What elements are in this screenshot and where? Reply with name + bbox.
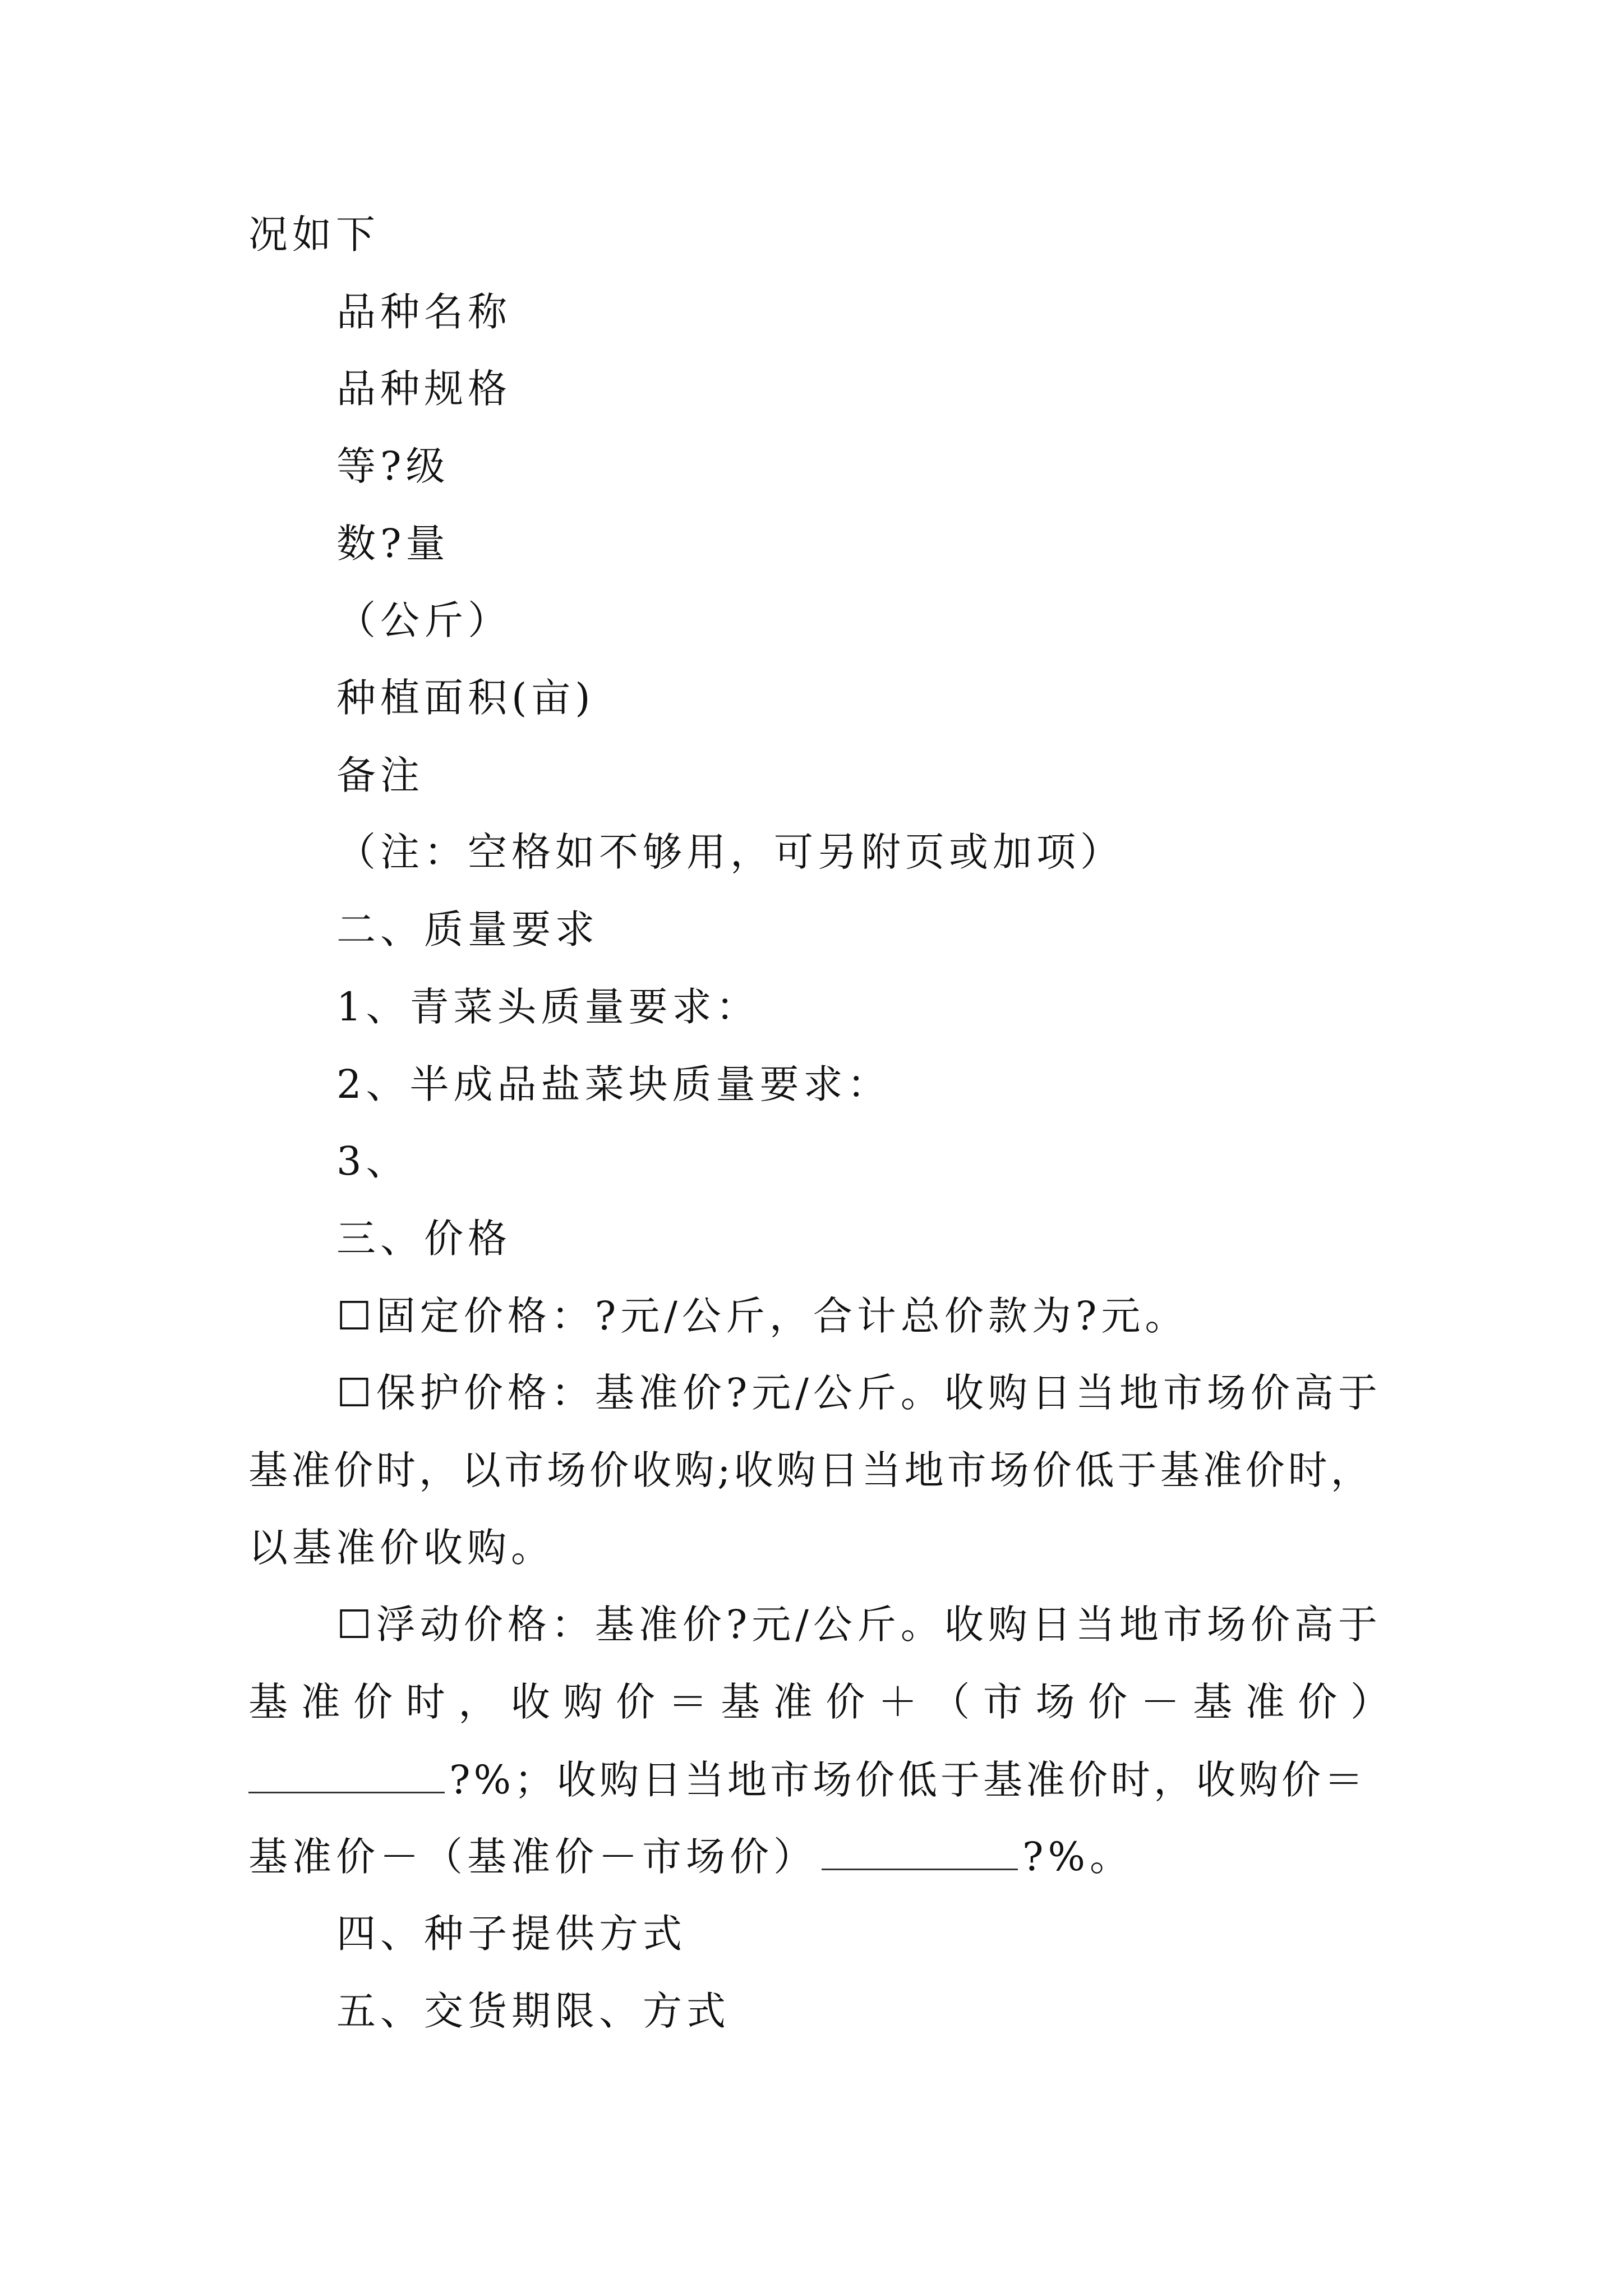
text-line-floating-formula: [248, 1675, 1390, 1729]
text-line-opening: 况如下: [248, 211, 380, 257]
text-after-blank: ?%。: [1022, 1834, 1134, 1880]
fill-in-blank-rate-down[interactable]: [822, 1829, 1018, 1870]
text-line-floating-price: ☐浮动价格：基准价?元/公斤。收购日当地市场价高于: [336, 1602, 1382, 1648]
char: 价: [1088, 1679, 1127, 1725]
char: （: [930, 1679, 970, 1725]
text-before-blank: 基准价－（基准价－市场价）: [248, 1834, 817, 1880]
text-line-fixed-price: ☐固定价格：?元/公斤，合计总价款为?元。: [336, 1293, 1189, 1339]
char: ）: [1350, 1679, 1390, 1725]
section-heading-price: 三、价格: [336, 1216, 511, 1262]
char: 收: [510, 1679, 550, 1725]
section-heading-quality: 二、质量要求: [336, 907, 599, 953]
char: 价: [353, 1679, 393, 1725]
text-line-grade: 等?级: [336, 443, 450, 489]
text-line-protected-price-end: 以基准价收购。: [248, 1525, 555, 1571]
char: 购: [563, 1679, 603, 1725]
text-line-variety-name: 品种名称: [336, 289, 511, 335]
char: ＝: [668, 1679, 708, 1725]
text-line-unit-kg: （公斤）: [336, 597, 511, 643]
char: －: [1140, 1679, 1180, 1725]
char: 基: [248, 1679, 288, 1725]
text-line-planting-area: 种植面积(亩): [336, 675, 595, 721]
char: 价: [1298, 1679, 1338, 1725]
text-line-protected-price: ☐保护价格：基准价?元/公斤。收购日当地市场价高于: [336, 1370, 1382, 1416]
section-heading-seed-supply: 四、种子提供方式: [336, 1911, 686, 1957]
fill-in-blank-rate-up[interactable]: [248, 1752, 445, 1793]
char: 场: [1035, 1679, 1075, 1725]
text-line-quality-2: 2、半成品盐菜块质量要求：: [336, 1061, 891, 1107]
text-line-variety-spec: 品种规格: [336, 366, 511, 412]
char: 准: [301, 1679, 340, 1725]
char: ＋: [878, 1679, 917, 1725]
text-after-blank: ?%；收购日当地市场价低于基准价时，收购价＝: [449, 1757, 1367, 1803]
text-line-quantity: 数?量: [336, 521, 450, 567]
char: 准: [773, 1679, 813, 1725]
char: 时: [405, 1679, 445, 1725]
char: 基: [1193, 1679, 1233, 1725]
text-line-floating-rate-down: [248, 1829, 1133, 1884]
text-line-remarks: 备注: [336, 752, 424, 798]
char: 准: [1245, 1679, 1285, 1725]
text-line-note: （注：空格如不够用，可另附页或加项）: [336, 829, 1124, 875]
char: 价: [826, 1679, 865, 1725]
char: 市: [983, 1679, 1022, 1725]
char: 价: [615, 1679, 655, 1725]
char: ，: [458, 1679, 498, 1725]
text-line-floating-rate-up: [248, 1752, 1367, 1807]
text-line-protected-price-cont: 基准价时，以市场价收购;收购日当地市场价低于基准价时，: [248, 1447, 1373, 1493]
text-line-quality-1: 1、青菜头质量要求：: [336, 984, 760, 1030]
section-heading-delivery: 五、交货期限、方式: [336, 1988, 730, 2034]
text-line-quality-3: 3、: [336, 1138, 410, 1184]
char: 基: [721, 1679, 760, 1725]
